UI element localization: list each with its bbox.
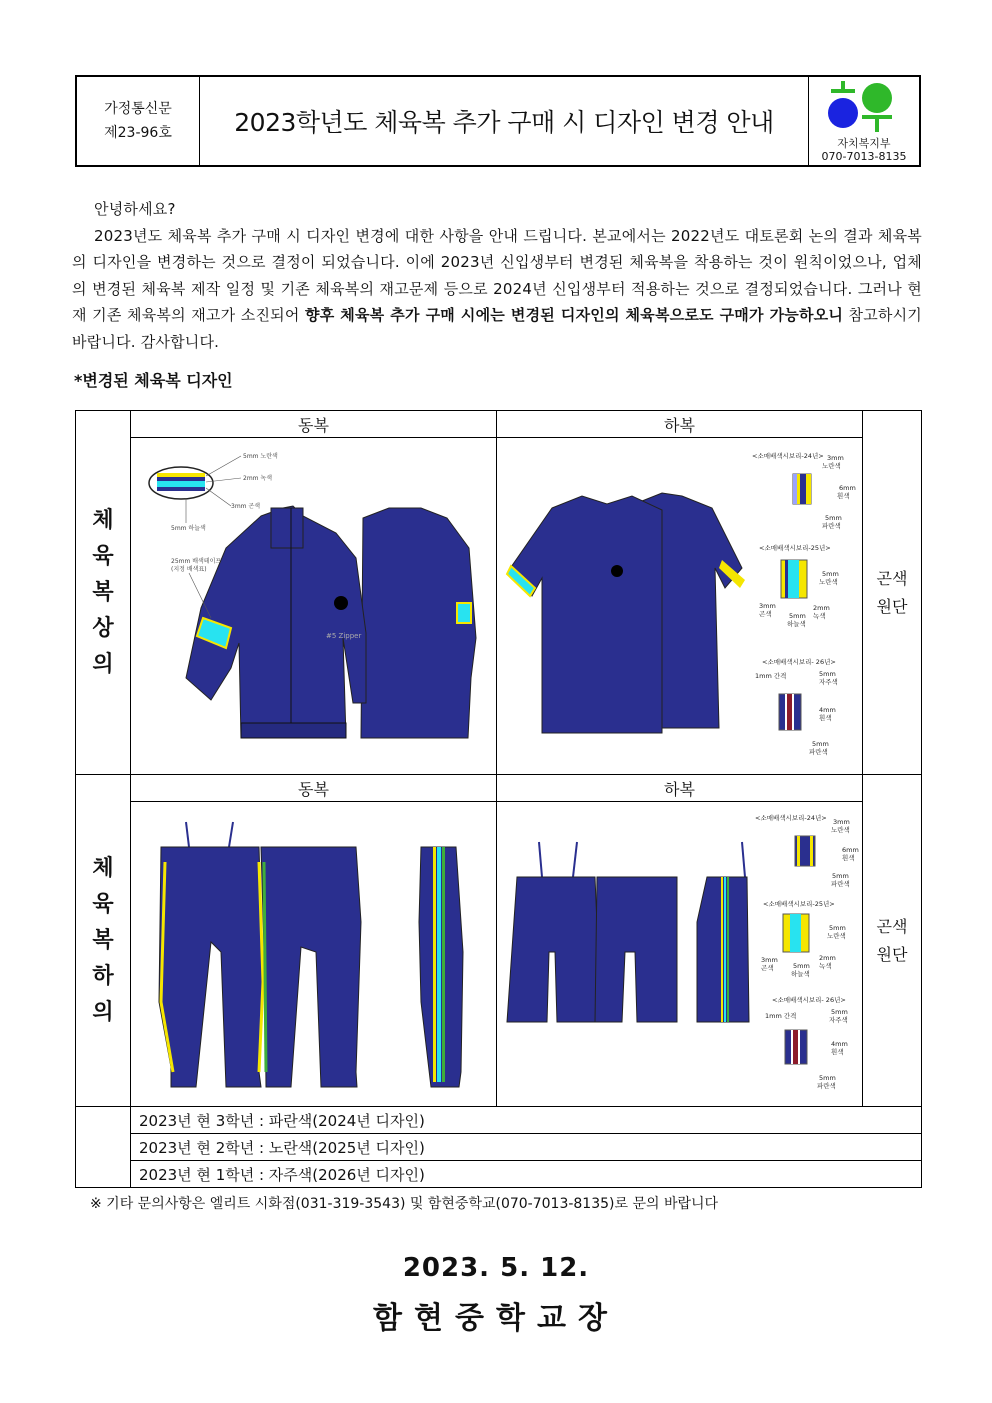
winter-jacket-cell [131,438,497,775]
top-label-text: 체육복상의 [92,507,114,677]
swatch25-b-b: 노란색 [827,932,846,940]
swatch24-b-b: 노란색 [831,826,850,834]
swatch24-e: 5mm [825,514,842,522]
swatch26-d: 4mm [819,706,836,714]
swatch24-title-b: <소매배색시보리-24년> [755,814,827,822]
dept-box [808,77,919,165]
swatch25-h-b: 녹색 [819,962,832,970]
note-navy: 3mm 곤색 [231,503,261,510]
note-tape-spec: (지정 배색표) [171,566,207,573]
issue-number: 제23-96호 [104,125,172,141]
swatch26-g: 파란색 [809,748,828,756]
year-row-1st: 2023년 현 1학년 : 자주색(2026년 디자인) [131,1161,922,1188]
swatch26-d-b: 4mm [831,1040,848,1048]
swatch24-c: 6mm [839,484,856,492]
note-tape: 25mm 배색테이프 [171,558,222,565]
swatch25-c: 3mm [759,602,776,610]
swatch24-c-b: 6mm [842,846,859,854]
fabric-color: 곤색 [876,916,908,936]
swatch25-a: 5mm [822,570,839,578]
school-logo-icon [827,78,901,136]
fabric-label: 원단 [876,944,908,964]
swatch25-g-b: 2mm [819,954,836,962]
summer-shirt-cell [497,438,863,775]
winter-pants-cell [131,802,497,1107]
summer-header-bottom: 하복 [497,775,863,802]
design-table [75,410,922,1188]
year-row-2nd: 2023년 현 2학년 : 노란색(2025년 디자인) [131,1134,922,1161]
swatch26-b: 5mm [819,670,836,678]
swatch26-c-b: 자주색 [829,1016,848,1024]
summer-header-top: 하복 [497,411,863,438]
summer-shorts-illustration [497,802,861,1106]
issue-box [77,77,200,165]
main-paragraph [72,223,922,356]
swatch25-d: 곤색 [759,610,772,618]
swatch26-b-b: 5mm [831,1008,848,1016]
swatch25-title-b: <소매배색시보리-25년> [763,900,835,908]
swatch24-title: <소매배색시보리-24년> [752,452,824,460]
bottom-label-text: 체육복하의 [92,855,114,1025]
swatch25-e: 5mm [789,612,806,620]
issue-date: 2023. 5. 12. [402,1253,590,1283]
swatch24-d: 흰색 [837,492,850,500]
swatch25-f-b: 하늘색 [791,970,810,978]
swatch26-title: <소매배색시보리- 26년> [762,658,836,666]
swatch26-c: 자주색 [819,678,838,686]
zipper-note: #5 Zipper [326,632,362,640]
notice-header [75,75,921,167]
swatch25-title: <소매배색시보리-25년> [759,544,831,552]
swatch26-f: 5mm [812,740,829,748]
swatch26-e-b: 흰색 [831,1048,844,1056]
swatch24-f-b: 파란색 [831,880,850,888]
swatch26-a-b: 1mm 간격 [765,1012,797,1020]
note-skyblue: 5mm 하늘색 [171,525,206,532]
dept-name: 자치복지부 [837,137,891,150]
year-blank-cell [76,1107,131,1188]
issue-label: 가정통신문 [104,101,172,117]
swatch25-d-b: 곤색 [761,964,774,972]
school-principal: 함현중학교장 [373,1301,619,1336]
swatch25-h: 녹색 [813,612,826,620]
swatch25-a-b: 5mm [829,924,846,932]
swatch25-c-b: 3mm [761,956,778,964]
swatch24-e-b: 5mm [832,872,849,880]
fabric-color: 곤색 [876,568,908,588]
bottom-label [76,775,131,1107]
note-green: 2mm 녹색 [243,475,273,482]
page-title: 2023학년도 체육복 추가 구매 시 디자인 변경 안내 [234,108,774,137]
winter-header-bottom: 동복 [131,775,497,802]
paragraph-end: 참고하시기 바랍니다. 감사합니다. [72,306,922,351]
swatch24-a: 3mm [827,454,844,462]
swatch26-f-b: 5mm [819,1074,836,1082]
swatch24-f: 파란색 [822,522,841,530]
dept-phone: 070-7013-8135 [821,150,907,163]
winter-pants-illustration [131,802,495,1106]
notice-body [72,196,922,355]
swatch24-d-b: 흰색 [842,854,855,862]
fabric-label: 원단 [876,596,908,616]
fabric-bottom [863,775,922,1107]
winter-header-top: 동복 [131,411,497,438]
swatch25-g: 2mm [813,604,830,612]
swatch26-a: 1mm 간격 [755,672,787,680]
paragraph-bold: 향후 체육복 추가 구매 시에는 변경된 디자인의 체육복으로도 구매가 가능하오니 [305,306,844,324]
swatch26-g-b: 파란색 [817,1082,836,1090]
fabric-top [863,411,922,775]
swatch24-a-b: 3mm [833,818,850,826]
swatch24-b: 노란색 [822,462,841,470]
winter-jacket-illustration [131,438,495,774]
swatch25-e-b: 5mm [793,962,810,970]
swatch26-e: 흰색 [819,714,832,722]
note-yellow: 5mm 노란색 [243,453,278,460]
summer-shorts-cell [497,802,863,1107]
paragraph-text: 2023년도 체육복 추가 구매 시 디자인 변경에 대한 사항을 안내 드립니다. 본교에서는 2022년도 대토론회 논의 결과 체육복의 디자인을 변경하는 것으로 결정이 되었습니다. 이에 2023년 신입생부터 변경된 체육복을 착용하는 것이 원칙이었으나, 업체의 변경된 체육복 제작 일정 및 기존 체육복의 재고문제 등으로 2024년 신입생부터 적용하는 것으로 결정되었습니다. 그러나 현재 기존 체육복의 재고가 소진되어 [72,226,922,324]
top-label [76,411,131,775]
section-title: *변경된 체육복 디자인 [74,371,233,390]
year-row-3rd: 2023년 현 3학년 : 파란색(2024년 디자인) [131,1107,922,1134]
summer-shirt-illustration [497,438,861,774]
swatch25-b: 노란색 [819,578,838,586]
swatch26-title-b: <소매배색시보리- 26년> [772,996,846,1004]
greeting: 안녕하세요? [94,200,176,218]
contact-footnote: ※ 기타 문의사항은 엘리트 시화점(031-319-3543) 및 함현중학교(070-7013-8135)로 문의 바랍니다 [90,1196,719,1212]
swatch25-f: 하늘색 [787,620,806,628]
